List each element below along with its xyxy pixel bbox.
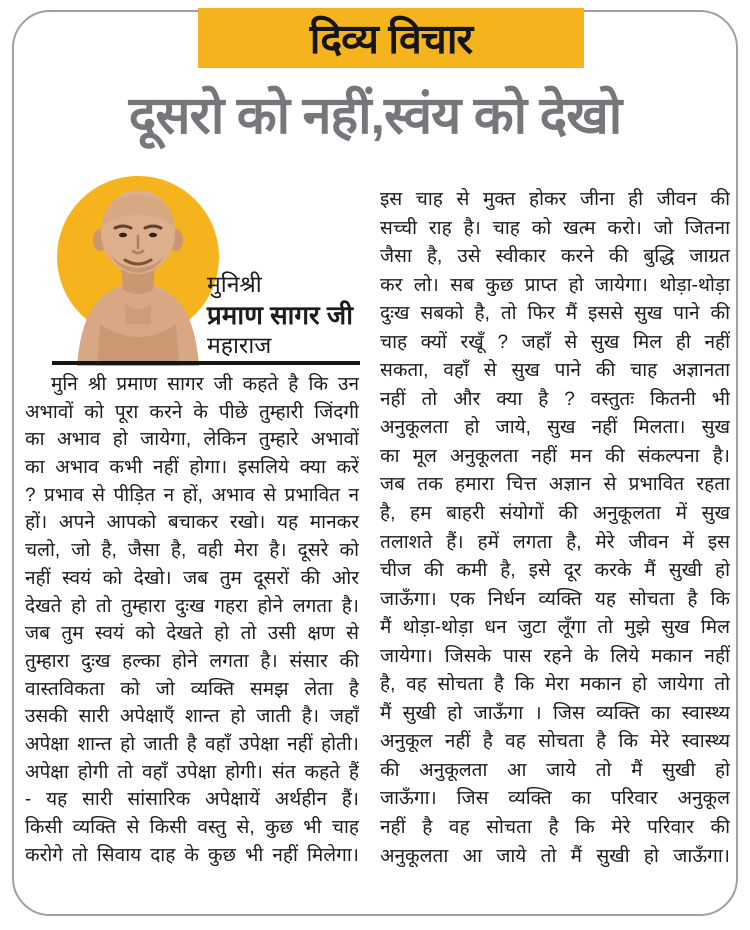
text-line: जायेगा। जिसके पास रहने के लिये मकान नहीं (380, 645, 730, 667)
author-caption-prefix: मुनिश्री (207, 271, 262, 297)
text-line: चीज की कमी है, इसे दूर करके मैं सुखी हो (380, 560, 730, 582)
text-line: नहीं है वह सोचता है कि मेरे परिवार की (380, 817, 730, 839)
monk-portrait-illustration (55, 174, 221, 366)
text-line: मुनि श्री प्रमाण सागर जी कहते है कि उन (51, 374, 359, 395)
text-line: जाऊँगा। एक निर्धन व्यक्ति यह सोचता है कि (380, 588, 730, 610)
text-line: वास्तविकता को जो व्यक्ति समझ लेता है (25, 678, 359, 700)
text-line: चलो, जो है, जैसा है, वही मेरा है। दूसरे को (25, 540, 359, 562)
text-line: अभावों को पूरा करने के पीछे तुम्हारी जिंदगी (25, 401, 359, 423)
text-line: नहीं स्वयं को देखो। जब तुम दूसरों की ओर (25, 567, 359, 589)
text-line: अपेक्षा होगी तो वहाँ उपेक्षा होगी। संत कहते हैं (25, 761, 359, 783)
text-line: इस चाह से मुक्त होकर जीना ही जीवन की (380, 189, 730, 210)
text-line: अनुकूलता आ जाये तो मैं सुखी हो जाऊँगा। (380, 845, 730, 867)
text-line: हों। अपने आपको बचाकर रखो। यह मानकर (25, 512, 359, 534)
text-line: जब तुम स्वयं को देखते हो तो उसी क्षण से (25, 623, 359, 645)
section-banner-label: दिव्य विचार (309, 16, 473, 62)
author-caption (207, 270, 363, 360)
text-line: जाऊँगा। जिस व्यक्ति का परिवार अनुकूल (380, 788, 730, 810)
section-banner (198, 8, 584, 68)
text-line: अनुकूलता हो जाये, सुख नहीं मिलता। सुख (380, 417, 730, 439)
text-line: देखते हो तो तुम्हारा दुःख गहरा होने लगता है। (25, 595, 359, 617)
author-caption-name: प्रमाण सागर जी (207, 299, 353, 330)
text-line: कर लो। सब कुछ प्राप्त हो जायेगा। थोड़ा-थोड़ा (380, 274, 730, 296)
text-line: करोगे तो सिवाय दाह के कुछ भी नहीं मिलेगा। (25, 844, 359, 866)
article-right-column (380, 186, 730, 874)
text-line: - यह सारी सांसारिक अपेक्षायें अर्थहीन हैं। (25, 789, 359, 811)
text-line: की अनुकूलता आ जाये तो मैं सुखी हो (380, 759, 730, 781)
text-line: चाह क्यों रखूँ ? जहाँ से सुख मिल ही नहीं (380, 331, 730, 353)
text-line: का अभाव हो जायेगा, लेकिन तुम्हारे अभावों (25, 429, 359, 451)
text-line: है, वह सोचता है कि मेरा मकान हो जायेगा तो (380, 674, 730, 696)
author-caption-suffix: महाराज (207, 332, 272, 359)
text-line: जैसा है, उसे स्वीकार करने की बुद्धि जाग्रत (380, 246, 730, 268)
text-line: ? प्रभाव से पीड़ित न हों, अभाव से प्रभावित न (25, 484, 359, 506)
text-line: का मूल अनुकूलता नहीं मन की संकल्पना है। (380, 445, 730, 467)
text-line: उसकी सारी अपेक्षाएँ शान्त हो जाती है। जहाँ (25, 706, 359, 728)
text-line: का अभाव कभी नहीं होगा। इसलिये क्या करें (25, 457, 359, 479)
text-line: मैं थोड़ा-थोड़ा धन जुटा लूँगा तो मुझे सुख मिल (380, 617, 730, 639)
text-line: मैं सुखी हो जाऊँगा । जिस व्यक्ति का स्वास्थ्य (380, 702, 730, 724)
text-line: है, हम बाहरी संयोगों की अनुकूलता में सुख (380, 503, 730, 525)
text-line: जब तक हमारा चित्त अज्ञान से प्रभावित रहता (380, 474, 730, 496)
text-line: सच्ची राह है। चाह को खत्म करो। जो जितना (380, 217, 730, 239)
text-line: नहीं तो और क्या है ? वस्तुतः कितनी भी (380, 388, 730, 410)
text-line: तलाशते हैं। हमें लगता है, मेरे जीवन में इस (380, 531, 730, 553)
author-photo (55, 174, 221, 366)
caption-divider-rule (52, 361, 360, 365)
text-line: तुम्हारा दुःख हल्का होने लगता है। संसार की (25, 650, 359, 672)
text-line: सकता, वहाँ से सुख पाने की चाह अज्ञानता (380, 360, 730, 382)
text-line: दुःख सबको है, तो फिर मैं इससे सुख पाने की (380, 303, 730, 325)
article-headline: दूसरो को नहीं,स्वंय को देखो (128, 87, 622, 145)
text-line: अनुकूल नहीं है वह सोचता है कि मेरे स्वास्थ्य (380, 731, 730, 753)
article-left-column (25, 371, 359, 873)
text-line: अपेक्षा शान्त हो जाती है वहाँ उपेक्षा नहीं होती। (25, 733, 359, 755)
text-line: किसी व्यक्ति से किसी वस्तु से, कुछ भी चाह (25, 817, 359, 838)
